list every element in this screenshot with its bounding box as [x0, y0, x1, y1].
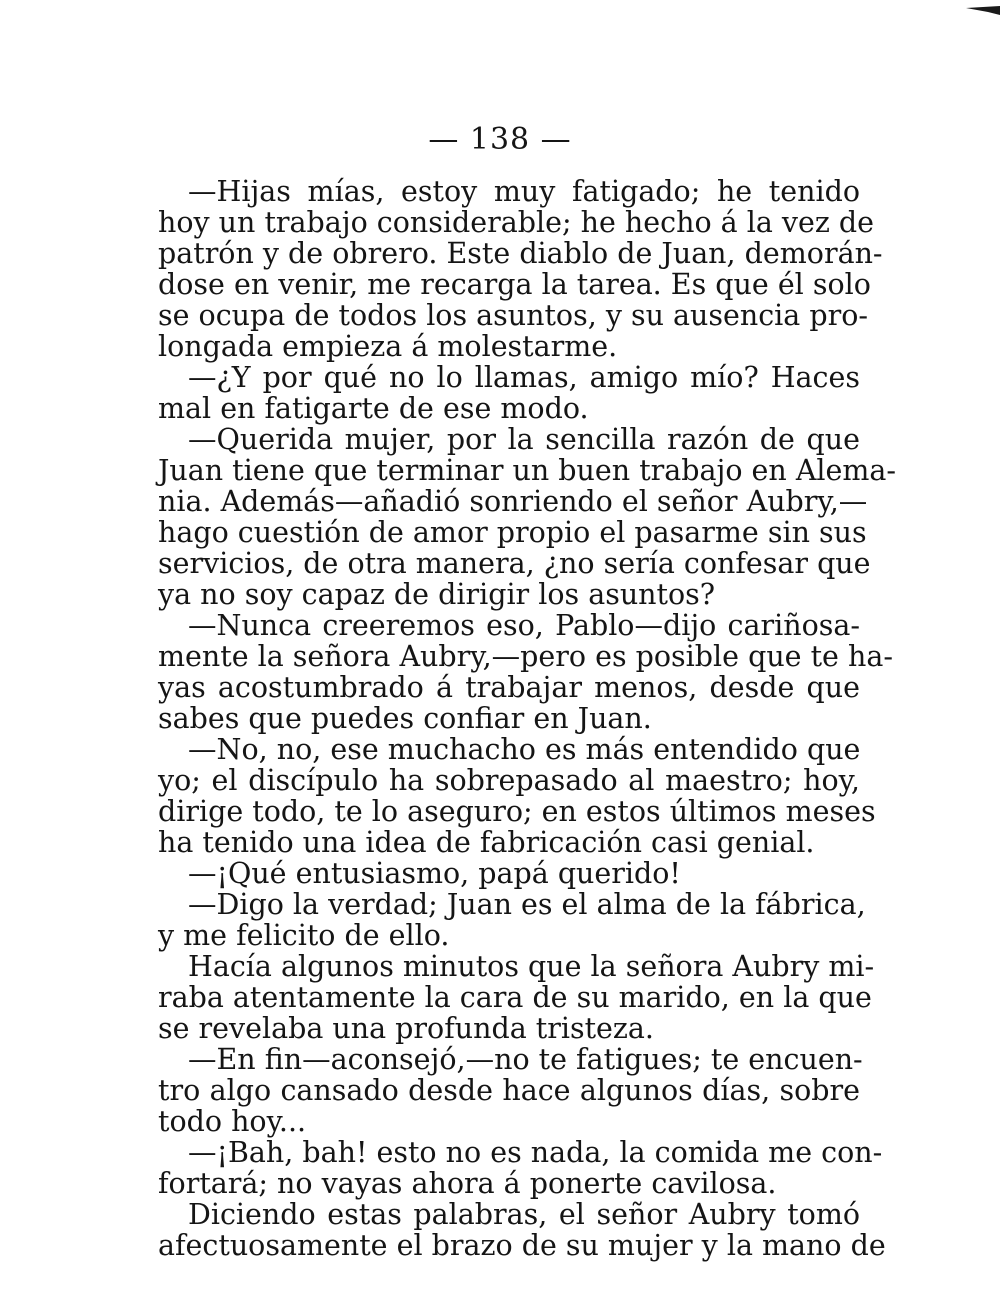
- text-line: ya no soy capaz de dirigir los asuntos?: [158, 578, 716, 611]
- text-line: —No, no, ese muchacho es más entendido que: [188, 733, 861, 766]
- text-line: mente la señora Aubry,—pero es posible que te ha-: [158, 640, 893, 673]
- text-line: —¿Y por qué no lo llamas, amigo mío? Haces: [188, 361, 860, 394]
- text-line: tro algo cansado desde hace algunos días, sobre: [158, 1074, 860, 1107]
- page-number: — 138 —: [428, 122, 572, 157]
- text-line: yo; el discípulo ha sobrepasado al maestro; hoy,: [158, 764, 860, 797]
- text-line: nia. Además—añadió sonriendo el señor Aubry,—: [158, 485, 868, 518]
- text-line: —¡Qué entusiasmo, papá querido!: [188, 857, 681, 890]
- text-line: —Nunca creeremos eso, Pablo—dijo cariñosa-: [188, 609, 860, 642]
- text-line: —Hijas mías, estoy muy fatigado; he tenido: [188, 175, 860, 208]
- text-line: dose en venir, me recarga la tarea. Es que él solo: [158, 268, 871, 301]
- text-line: patrón y de obrero. Este diablo de Juan, demorán-: [158, 237, 883, 270]
- text-line: dirige todo, te lo aseguro; en estos últimos meses: [158, 795, 876, 828]
- text-line: ha tenido una idea de fabricación casi genial.: [158, 826, 815, 859]
- text-line: fortará; no vayas ahora á ponerte cavilosa.: [158, 1167, 777, 1200]
- text-line: se revelaba una profunda tristeza.: [158, 1012, 654, 1045]
- body-text: [158, 175, 897, 1262]
- text-line: —Digo la verdad; Juan es el alma de la fábrica,: [188, 888, 866, 921]
- text-line: —¡Bah, bah! esto no es nada, la comida me con-: [188, 1136, 883, 1169]
- text-line: y me felicito de ello.: [158, 919, 450, 952]
- text-line: todo hoy...: [158, 1105, 307, 1138]
- text-line: afectuosamente el brazo de su mujer y la mano de: [158, 1229, 886, 1262]
- text-line: yas acostumbrado á trabajar menos, desde que: [158, 671, 860, 704]
- text-line: raba atentamente la cara de su marido, en la que: [158, 981, 872, 1014]
- text-line: servicios, de otra manera, ¿no sería confesar que: [158, 547, 871, 580]
- text-line: hoy un trabajo considerable; he hecho á la vez de: [158, 206, 875, 239]
- text-line: hago cuestión de amor propio el pasarme sin sus: [158, 516, 867, 549]
- text-line: —Querida mujer, por la sencilla razón de que: [188, 423, 860, 456]
- text-line: longada empieza á molestarme.: [158, 330, 618, 363]
- text-line: Juan tiene que terminar un buen trabajo en Alema-: [158, 454, 897, 487]
- text-line: Diciendo estas palabras, el señor Aubry tomó: [188, 1198, 860, 1231]
- text-line: mal en fatigarte de ese modo.: [158, 392, 589, 425]
- text-line: —En fin—aconsejó,—no te fatigues; te encuen-: [188, 1043, 863, 1076]
- corner-scan-mark: [966, 6, 1000, 15]
- text-line: sabes que puedes confiar en Juan.: [158, 702, 652, 735]
- text-line: Hacía algunos minutos que la señora Aubry mi-: [188, 950, 875, 983]
- text-line: se ocupa de todos los asuntos, y su ausencia pro-: [158, 299, 869, 332]
